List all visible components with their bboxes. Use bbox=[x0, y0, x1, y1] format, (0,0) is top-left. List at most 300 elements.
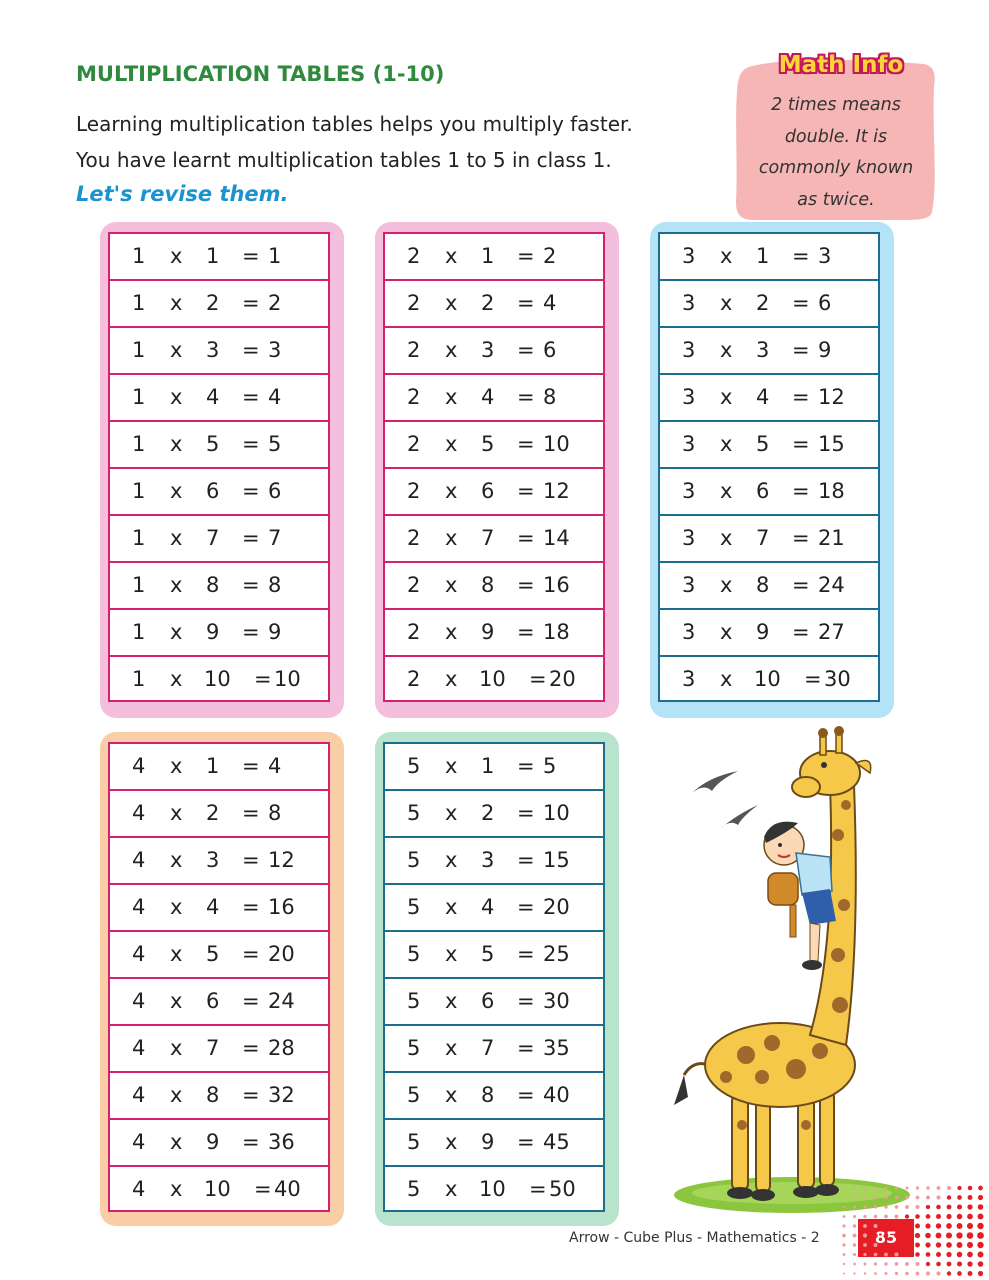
dot bbox=[946, 1214, 951, 1219]
intro-line: You have learnt multiplication tables 1 to 5 in class 1. bbox=[76, 148, 612, 172]
table-card bbox=[650, 222, 894, 718]
product: 9 bbox=[818, 338, 832, 362]
product: 2 bbox=[543, 244, 557, 268]
dot bbox=[863, 1233, 867, 1237]
dot bbox=[884, 1215, 888, 1219]
multiplier: 6 bbox=[481, 989, 495, 1013]
table-row bbox=[385, 883, 603, 930]
dot bbox=[956, 1232, 962, 1238]
dot bbox=[978, 1252, 984, 1258]
table-row bbox=[385, 930, 603, 977]
dot bbox=[978, 1271, 983, 1276]
dot bbox=[946, 1232, 952, 1238]
dot bbox=[915, 1224, 920, 1229]
dot bbox=[895, 1187, 898, 1190]
table-row bbox=[385, 977, 603, 1024]
dot bbox=[853, 1272, 855, 1274]
times-sign: x bbox=[170, 1036, 183, 1060]
product: 1 bbox=[268, 244, 282, 268]
table-row bbox=[385, 514, 603, 561]
product: 18 bbox=[543, 620, 570, 644]
times-sign: x bbox=[170, 291, 183, 315]
equals-sign: = bbox=[792, 432, 810, 456]
factor: 4 bbox=[132, 895, 146, 919]
dot bbox=[843, 1272, 845, 1274]
dot bbox=[978, 1186, 983, 1191]
dot bbox=[884, 1224, 888, 1228]
multiplier: 7 bbox=[756, 526, 770, 550]
multiplier: 7 bbox=[481, 1036, 495, 1060]
equals-sign: = bbox=[517, 754, 535, 778]
factor: 1 bbox=[132, 620, 146, 644]
multiplier: 7 bbox=[206, 526, 220, 550]
dot bbox=[977, 1242, 983, 1248]
multiplier: 6 bbox=[206, 989, 220, 1013]
dot bbox=[926, 1272, 930, 1276]
factor: 4 bbox=[132, 801, 146, 825]
table-row bbox=[110, 373, 328, 420]
product: 40 bbox=[543, 1083, 570, 1107]
product: 8 bbox=[268, 801, 282, 825]
table-row bbox=[660, 655, 878, 702]
times-sign: x bbox=[170, 989, 183, 1013]
times-sign: x bbox=[445, 338, 458, 362]
multiplier: 5 bbox=[206, 432, 220, 456]
dot bbox=[957, 1204, 962, 1209]
times-sign: x bbox=[720, 667, 733, 691]
multiplier: 5 bbox=[756, 432, 770, 456]
table-row bbox=[110, 279, 328, 326]
times-sign: x bbox=[445, 1083, 458, 1107]
product: 8 bbox=[268, 573, 282, 597]
table-row bbox=[385, 279, 603, 326]
multiplier: 9 bbox=[206, 1130, 220, 1154]
dot bbox=[894, 1214, 898, 1218]
equals-sign: = bbox=[792, 526, 810, 550]
dot bbox=[874, 1243, 878, 1247]
equals-sign: = bbox=[242, 573, 260, 597]
times-sign: x bbox=[445, 479, 458, 503]
factor: 3 bbox=[682, 573, 696, 597]
dot bbox=[926, 1252, 931, 1257]
dot bbox=[874, 1215, 878, 1219]
equals-sign: = bbox=[517, 801, 535, 825]
dot bbox=[978, 1204, 984, 1210]
factor: 5 bbox=[407, 848, 421, 872]
product: 16 bbox=[543, 573, 570, 597]
factor: 4 bbox=[132, 1130, 146, 1154]
equals-sign: = bbox=[517, 479, 535, 503]
table-row bbox=[110, 467, 328, 514]
times-sign: x bbox=[720, 385, 733, 409]
equals-sign: = bbox=[242, 244, 260, 268]
equals-sign: = bbox=[242, 848, 260, 872]
dot bbox=[926, 1196, 930, 1200]
dot bbox=[853, 1234, 857, 1238]
dot bbox=[905, 1214, 909, 1218]
factor: 3 bbox=[682, 479, 696, 503]
dot bbox=[894, 1224, 898, 1228]
product: 36 bbox=[268, 1130, 295, 1154]
dot bbox=[957, 1261, 962, 1266]
product: 15 bbox=[818, 432, 845, 456]
factor: 5 bbox=[407, 1130, 421, 1154]
factor: 3 bbox=[682, 244, 696, 268]
dot bbox=[864, 1187, 866, 1189]
multiplier: 2 bbox=[481, 291, 495, 315]
equals-sign: = bbox=[242, 432, 260, 456]
product: 5 bbox=[543, 754, 557, 778]
equals-sign: = bbox=[242, 338, 260, 362]
table-row bbox=[385, 467, 603, 514]
times-sign: x bbox=[720, 291, 733, 315]
dot bbox=[905, 1252, 909, 1256]
multiplier: 2 bbox=[756, 291, 770, 315]
factor: 3 bbox=[682, 291, 696, 315]
multiplier: 3 bbox=[756, 338, 770, 362]
dot bbox=[915, 1252, 920, 1257]
product: 10 bbox=[274, 667, 301, 691]
times-sign: x bbox=[445, 989, 458, 1013]
product: 50 bbox=[549, 1177, 576, 1201]
multiplication-table bbox=[383, 232, 605, 702]
dot bbox=[967, 1252, 973, 1258]
revise-prompt: Let's revise them. bbox=[76, 182, 289, 206]
product: 6 bbox=[818, 291, 832, 315]
table-row bbox=[110, 561, 328, 608]
dot bbox=[957, 1252, 962, 1257]
times-sign: x bbox=[170, 848, 183, 872]
dot bbox=[978, 1214, 984, 1220]
factor: 4 bbox=[132, 1177, 146, 1201]
table-row bbox=[385, 836, 603, 883]
equals-sign: = bbox=[242, 754, 260, 778]
table-row bbox=[110, 744, 328, 789]
factor: 3 bbox=[682, 385, 696, 409]
dot bbox=[864, 1263, 867, 1266]
dot bbox=[916, 1272, 920, 1276]
dot bbox=[936, 1242, 941, 1247]
times-sign: x bbox=[170, 801, 183, 825]
multiplier: 7 bbox=[206, 1036, 220, 1060]
multiplier: 10 bbox=[754, 667, 781, 691]
multiplier: 8 bbox=[206, 1083, 220, 1107]
table-row bbox=[110, 836, 328, 883]
factor: 2 bbox=[407, 620, 421, 644]
times-sign: x bbox=[445, 848, 458, 872]
equals-sign: = bbox=[517, 573, 535, 597]
times-sign: x bbox=[170, 244, 183, 268]
equals-sign: = bbox=[517, 848, 535, 872]
dot bbox=[936, 1271, 940, 1275]
multiplier: 5 bbox=[206, 942, 220, 966]
product: 6 bbox=[543, 338, 557, 362]
multiplier: 1 bbox=[481, 754, 495, 778]
factor: 5 bbox=[407, 989, 421, 1013]
table-row bbox=[110, 883, 328, 930]
product: 16 bbox=[268, 895, 295, 919]
factor: 4 bbox=[132, 848, 146, 872]
times-sign: x bbox=[720, 244, 733, 268]
dot bbox=[843, 1206, 845, 1208]
dot bbox=[967, 1261, 972, 1266]
dot bbox=[957, 1214, 962, 1219]
factor: 2 bbox=[407, 385, 421, 409]
product: 7 bbox=[268, 526, 282, 550]
equals-sign: = bbox=[792, 620, 810, 644]
math-info-line: commonly known bbox=[758, 158, 914, 178]
table-card bbox=[375, 222, 619, 718]
dot bbox=[977, 1223, 983, 1229]
table-row bbox=[385, 1024, 603, 1071]
product: 30 bbox=[824, 667, 851, 691]
product: 3 bbox=[268, 338, 282, 362]
times-sign: x bbox=[445, 942, 458, 966]
multiplier: 1 bbox=[206, 754, 220, 778]
factor: 5 bbox=[407, 895, 421, 919]
product: 20 bbox=[549, 667, 576, 691]
product: 12 bbox=[818, 385, 845, 409]
dot bbox=[895, 1262, 899, 1266]
dot bbox=[916, 1196, 920, 1200]
table-row bbox=[110, 234, 328, 279]
dot bbox=[884, 1253, 888, 1257]
factor: 5 bbox=[407, 1177, 421, 1201]
dot bbox=[977, 1232, 984, 1239]
equals-sign: = bbox=[242, 479, 260, 503]
dot bbox=[884, 1262, 887, 1265]
dot bbox=[874, 1205, 877, 1208]
product: 4 bbox=[268, 385, 282, 409]
dot bbox=[853, 1253, 856, 1256]
decorative-dots bbox=[838, 1182, 989, 1280]
equals-sign: = bbox=[792, 291, 810, 315]
dot bbox=[978, 1195, 983, 1200]
product: 4 bbox=[268, 754, 282, 778]
product: 24 bbox=[268, 989, 295, 1013]
times-sign: x bbox=[445, 385, 458, 409]
dot bbox=[915, 1205, 919, 1209]
dot bbox=[957, 1223, 963, 1229]
dot bbox=[853, 1206, 856, 1209]
times-sign: x bbox=[170, 620, 183, 644]
dot bbox=[843, 1215, 846, 1218]
multiplier: 4 bbox=[756, 385, 770, 409]
multiplier: 9 bbox=[481, 620, 495, 644]
table-row bbox=[110, 655, 328, 702]
times-sign: x bbox=[170, 895, 183, 919]
dot bbox=[915, 1262, 919, 1266]
dot bbox=[843, 1263, 845, 1265]
multiplier: 9 bbox=[481, 1130, 495, 1154]
multiplier: 8 bbox=[206, 573, 220, 597]
dot bbox=[936, 1252, 941, 1257]
product: 30 bbox=[543, 989, 570, 1013]
factor: 1 bbox=[132, 244, 146, 268]
table-row bbox=[385, 1118, 603, 1165]
factor: 3 bbox=[682, 667, 696, 691]
factor: 1 bbox=[132, 291, 146, 315]
dot bbox=[853, 1196, 855, 1198]
equals-sign: = bbox=[242, 1036, 260, 1060]
dot bbox=[863, 1215, 866, 1218]
dot bbox=[884, 1205, 887, 1208]
factor: 3 bbox=[682, 432, 696, 456]
equals-sign: = bbox=[242, 526, 260, 550]
table-row bbox=[385, 608, 603, 655]
multiplier: 1 bbox=[206, 244, 220, 268]
multiplier: 6 bbox=[481, 479, 495, 503]
multiplier: 8 bbox=[481, 1083, 495, 1107]
multiplier: 9 bbox=[756, 620, 770, 644]
times-sign: x bbox=[170, 479, 183, 503]
dot bbox=[947, 1195, 951, 1199]
dot bbox=[905, 1205, 909, 1209]
equals-sign: = bbox=[242, 989, 260, 1013]
dot bbox=[904, 1233, 909, 1238]
equals-sign: = bbox=[517, 291, 535, 315]
multiplier: 6 bbox=[206, 479, 220, 503]
table-row bbox=[385, 234, 603, 279]
table-row bbox=[110, 1071, 328, 1118]
table-row bbox=[660, 608, 878, 655]
footer-book-title: Arrow - Cube Plus - Mathematics - 2 bbox=[569, 1230, 820, 1246]
multiplier: 6 bbox=[756, 479, 770, 503]
table-row bbox=[660, 514, 878, 561]
table-row bbox=[385, 420, 603, 467]
times-sign: x bbox=[170, 573, 183, 597]
times-sign: x bbox=[445, 754, 458, 778]
product: 5 bbox=[268, 432, 282, 456]
dot bbox=[947, 1205, 952, 1210]
dot bbox=[894, 1233, 899, 1238]
equals-sign: = bbox=[242, 801, 260, 825]
multiplier: 5 bbox=[481, 432, 495, 456]
times-sign: x bbox=[720, 479, 733, 503]
intro-line: Learning multiplication tables helps you multiply faster. bbox=[76, 112, 633, 136]
equals-sign: = bbox=[529, 1177, 547, 1201]
equals-sign: = bbox=[517, 432, 535, 456]
table-row bbox=[110, 420, 328, 467]
times-sign: x bbox=[170, 1177, 183, 1201]
times-sign: x bbox=[445, 526, 458, 550]
equals-sign: = bbox=[517, 989, 535, 1013]
dot bbox=[967, 1214, 973, 1220]
multiplier: 4 bbox=[481, 385, 495, 409]
dot bbox=[946, 1242, 952, 1248]
factor: 2 bbox=[407, 526, 421, 550]
dot bbox=[874, 1253, 878, 1257]
equals-sign: = bbox=[242, 291, 260, 315]
equals-sign: = bbox=[792, 244, 810, 268]
equals-sign: = bbox=[804, 667, 822, 691]
factor: 1 bbox=[132, 385, 146, 409]
multiplier: 4 bbox=[206, 895, 220, 919]
times-sign: x bbox=[445, 801, 458, 825]
times-sign: x bbox=[170, 432, 183, 456]
multiplier: 9 bbox=[206, 620, 220, 644]
table-row bbox=[385, 373, 603, 420]
factor: 2 bbox=[407, 432, 421, 456]
factor: 4 bbox=[132, 1083, 146, 1107]
math-info-line: as twice. bbox=[797, 189, 875, 210]
product: 3 bbox=[818, 244, 832, 268]
times-sign: x bbox=[445, 1177, 458, 1201]
dot bbox=[874, 1196, 877, 1199]
multiplier: 1 bbox=[481, 244, 495, 268]
times-sign: x bbox=[445, 895, 458, 919]
times-sign: x bbox=[445, 667, 458, 691]
factor: 4 bbox=[132, 942, 146, 966]
factor: 3 bbox=[682, 620, 696, 644]
dot bbox=[894, 1252, 898, 1256]
dot bbox=[967, 1204, 972, 1209]
product: 12 bbox=[543, 479, 570, 503]
times-sign: x bbox=[445, 244, 458, 268]
dot bbox=[957, 1271, 962, 1276]
table-row bbox=[660, 373, 878, 420]
equals-sign: = bbox=[792, 573, 810, 597]
dot bbox=[968, 1195, 973, 1200]
factor: 1 bbox=[132, 338, 146, 362]
table-row bbox=[660, 279, 878, 326]
dot bbox=[853, 1215, 856, 1218]
times-sign: x bbox=[445, 573, 458, 597]
intro-paragraph bbox=[76, 106, 633, 178]
dot bbox=[853, 1224, 857, 1228]
dot bbox=[885, 1187, 888, 1190]
table-row bbox=[110, 1165, 328, 1212]
multiplier: 3 bbox=[481, 338, 495, 362]
dot bbox=[853, 1263, 856, 1266]
times-sign: x bbox=[720, 432, 733, 456]
product: 2 bbox=[268, 291, 282, 315]
product: 35 bbox=[543, 1036, 570, 1060]
table-row bbox=[385, 1071, 603, 1118]
factor: 4 bbox=[132, 989, 146, 1013]
dot bbox=[915, 1233, 920, 1238]
equals-sign: = bbox=[517, 620, 535, 644]
dot bbox=[895, 1196, 898, 1199]
dot bbox=[947, 1262, 952, 1267]
factor: 5 bbox=[407, 942, 421, 966]
table-row bbox=[110, 1024, 328, 1071]
times-sign: x bbox=[720, 620, 733, 644]
table-row bbox=[660, 561, 878, 608]
equals-sign: = bbox=[254, 1177, 272, 1201]
dot bbox=[957, 1186, 961, 1190]
dot bbox=[967, 1223, 973, 1229]
equals-sign: = bbox=[517, 526, 535, 550]
dot bbox=[936, 1223, 941, 1228]
table-row bbox=[110, 1118, 328, 1165]
table-row bbox=[385, 561, 603, 608]
times-sign: x bbox=[445, 1130, 458, 1154]
factor: 5 bbox=[407, 754, 421, 778]
math-info-text bbox=[742, 90, 930, 216]
dot bbox=[843, 1253, 846, 1256]
dot bbox=[843, 1196, 845, 1198]
dot bbox=[895, 1272, 898, 1275]
dot bbox=[925, 1233, 931, 1239]
times-sign: x bbox=[170, 1083, 183, 1107]
dot bbox=[916, 1186, 919, 1189]
table-row bbox=[110, 514, 328, 561]
times-sign: x bbox=[170, 526, 183, 550]
product: 8 bbox=[543, 385, 557, 409]
factor: 2 bbox=[407, 573, 421, 597]
dot bbox=[946, 1252, 951, 1257]
